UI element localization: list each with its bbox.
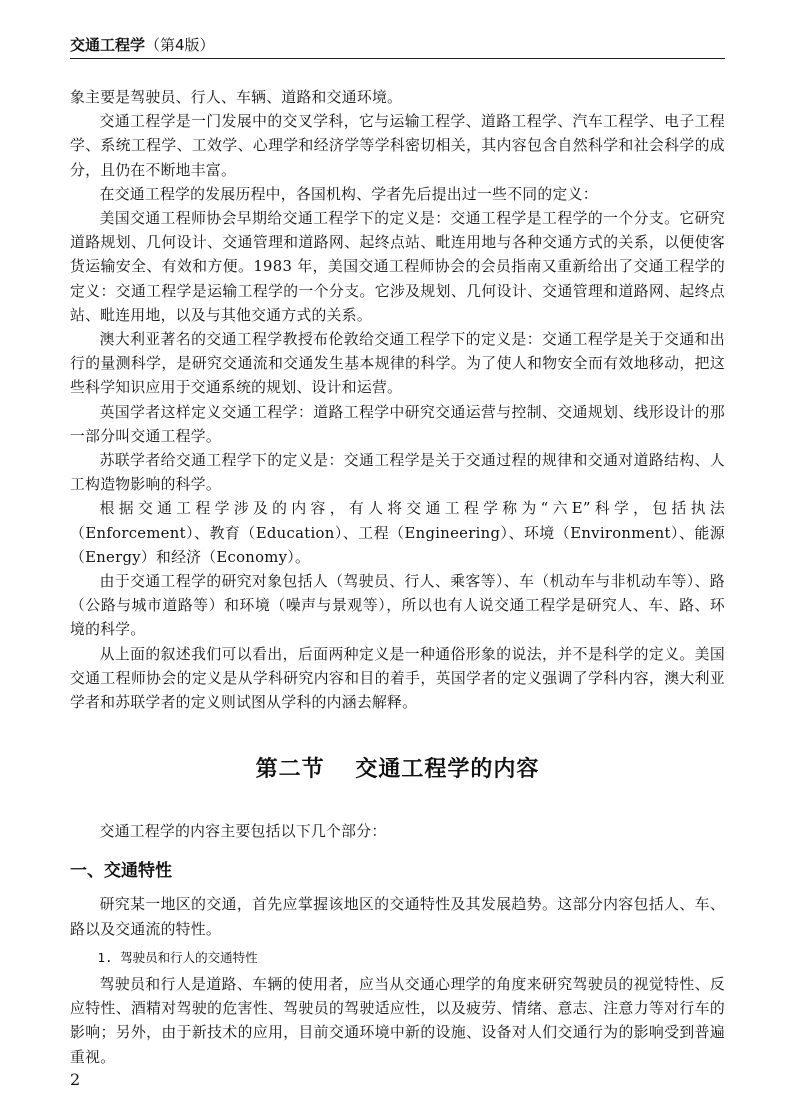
section-title: 交通工程学的内容 [355, 757, 540, 783]
paragraph: 澳大利亚著名的交通工程学教授布伦敦给交通工程学下的定义是：交通工程学是关于交通和出行的量测科学，是研究交通流和交通发生基本规律的科学。为了使人和物安全而有效地移动，把这些科学知识应用于交通系统的规划、设计和运营。 [70, 331, 725, 397]
book-title: 交通工程学 [70, 36, 146, 54]
section-number: 第二节 [255, 757, 325, 783]
paragraph: 英国学者这样定义交通工程学：道路工程学中研究交通运营与控制、交通规划、线形设计的那一部分叫交通工程学。 [70, 403, 725, 445]
page-body [70, 86, 725, 1070]
section-intro: 交通工程学的内容主要包括以下几个部分： [99, 823, 387, 841]
page-number: 2 [70, 1070, 81, 1089]
paragraph: 研究某一地区的交通，首先应掌握该地区的交通特性及其发展趋势。这部分内容包括人、车、路以及交通流的特性。 [70, 896, 725, 938]
paragraph: 驾驶员和行人是道路、车辆的使用者，应当从交通心理学的角度来研究驾驶员的视觉特性、反应特性、酒精对驾驶的危害性、驾驶员的驾驶适应性，以及疲劳、情绪、意志、注意力等对行车的影响；另外，由于新技术的应用，目前交通环境中新的设施、设备对人们交通行为的影响受到普遍重视。 [70, 975, 725, 1066]
paragraph: 从上面的叙述我们可以看出，后面两种定义是一种通俗形象的说法，并不是科学的定义。美国交通工程师协会的定义是从学科研究内容和目的着手，英国学者的定义强调了学科内容，澳大利亚学者和苏联学者的定义则试图从学科的内涵去解释。 [70, 645, 725, 712]
paragraph: 美国交通工程师协会早期给交通工程学下的定义是：交通工程学是工程学的一个分支。它研究道路规划、几何设计、交通管理和道路网、起终点站、毗连用地与各种交通方式的关系，以便使客货运输安全、有效和方便。1983 年，美国交通工程师协会的会员指南又重新给出了交通工程学的定义：交通工程学是运输工程学的一个分支。它涉及规划、几何设计、交通管理和道路网、起终点站、毗连用地，以及与其他交通方式的关系。 [70, 210, 725, 324]
running-header [70, 28, 725, 59]
paragraph: 苏联学者给交通工程学下的定义是：交通工程学是关于交通过程的规律和交通对道路结构、人工构造物影响的科学。 [70, 452, 725, 494]
item-heading: 1. 驾驶员和行人的交通特性 [97, 949, 258, 965]
book-edition: （第4版） [145, 36, 215, 54]
section-heading [70, 752, 725, 783]
subsection-heading: 一、交通特性 [70, 861, 172, 882]
running-header-title [70, 34, 215, 55]
paragraph: 由于交通工程学的研究对象包括人（驾驶员、行人、乘客等）、车（机动车与非机动车等）、路（公路与城市道路等）和环境（噪声与景观等），所以也有人说交通工程学是研究人、车、路、环境的科学。 [70, 573, 725, 639]
paragraph-continued: 象主要是驾驶员、行人、车辆、道路和交通环境。 [70, 89, 403, 106]
paragraph: 在交通工程学的发展历程中，各国机构、学者先后提出过一些不同的定义： [99, 185, 598, 203]
paragraph: 根据交通工程学涉及的内容，有人将交通工程学称为“六E”科学，包括执法（Enforcement）、教育（Education）、工程（Engineering）、环境（Environment）、能源（Energy）和经济（Economy）。 [70, 500, 725, 566]
paragraph: 交通工程学是一门发展中的交叉学科，它与运输工程学、道路工程学、汽车工程学、电子工程学、系统工程学、工效学、心理学和经济学等学科密切相关，其内容包含自然科学和社会科学的成分，且仍在不断地丰富。 [70, 113, 725, 179]
